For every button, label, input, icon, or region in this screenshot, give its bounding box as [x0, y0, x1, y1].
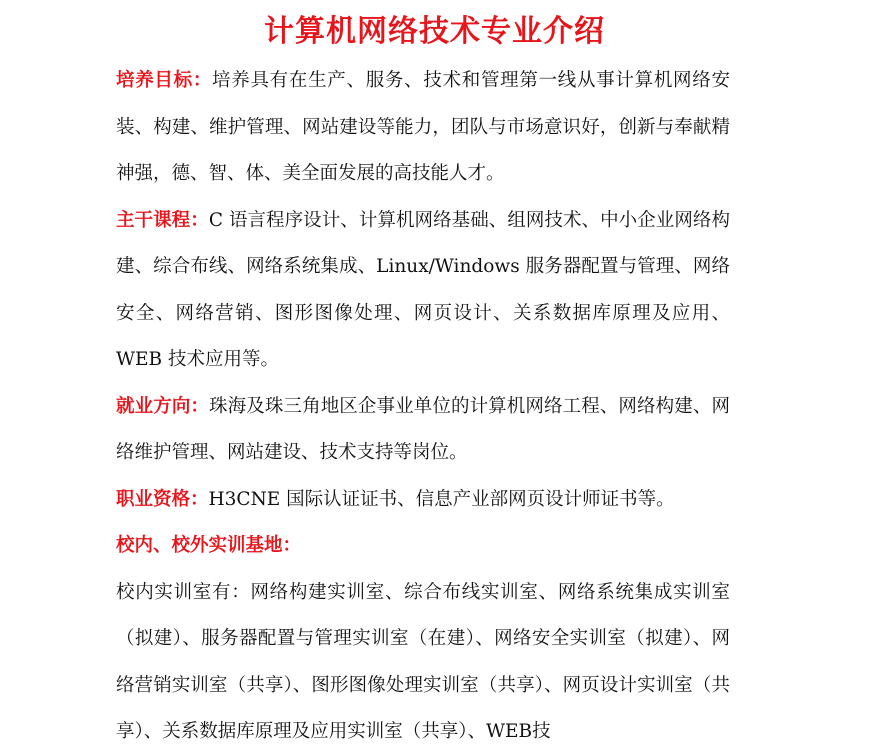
section-text: C 语言程序设计、计算机网络基础、组网技术、中小企业网络构建、综合布线、网络系统集成、Linux/Windows 服务器配置与管理、网络安全、网络营销、图形图像处理、网页设计、关系数据库原理及应用、WEB 技术应用等。	[116, 209, 730, 370]
section-training-bases	[116, 523, 730, 570]
section-qualification	[116, 477, 730, 524]
section-label: 主干课程：	[116, 209, 209, 231]
document-body	[116, 58, 730, 756]
section-label: 培养目标：	[116, 70, 213, 91]
section-main-courses	[116, 198, 730, 384]
section-label: 职业资格：	[116, 488, 209, 510]
section-label: 校内、校外实训基地：	[116, 535, 302, 556]
section-text: 珠海及珠三角地区企事业单位的计算机网络工程、网络构建、网络维护管理、网站建设、技术支持等岗位。	[116, 395, 730, 463]
section-employment	[116, 384, 730, 477]
section-training-goal	[116, 58, 730, 198]
section-text: 培养具有在生产、服务、技术和管理第一线从事计算机网络安装、构建、维护管理、网站建设等能力，团队与市场意识好，创新与奉献精神强，德、智、体、美全面发展的高技能人才。	[116, 70, 730, 184]
section-text: H3CNE 国际认证证书、信息产业部网页设计师证书等。	[208, 488, 675, 510]
training-rooms-paragraph: 校内实训室有：网络构建实训室、综合布线实训室、网络系统集成实训室（拟建）、服务器配置与管理实训室（在建）、网络安全实训室（拟建）、网络营销实训室（共享）、图形图像处理实训室（共享）、网页设计实训室（共享）、关系数据库原理及应用实训室（共享）、WEB技	[116, 581, 730, 742]
section-label: 就业方向：	[116, 395, 210, 417]
page-title: 计算机网络技术专业介绍	[264, 14, 605, 49]
